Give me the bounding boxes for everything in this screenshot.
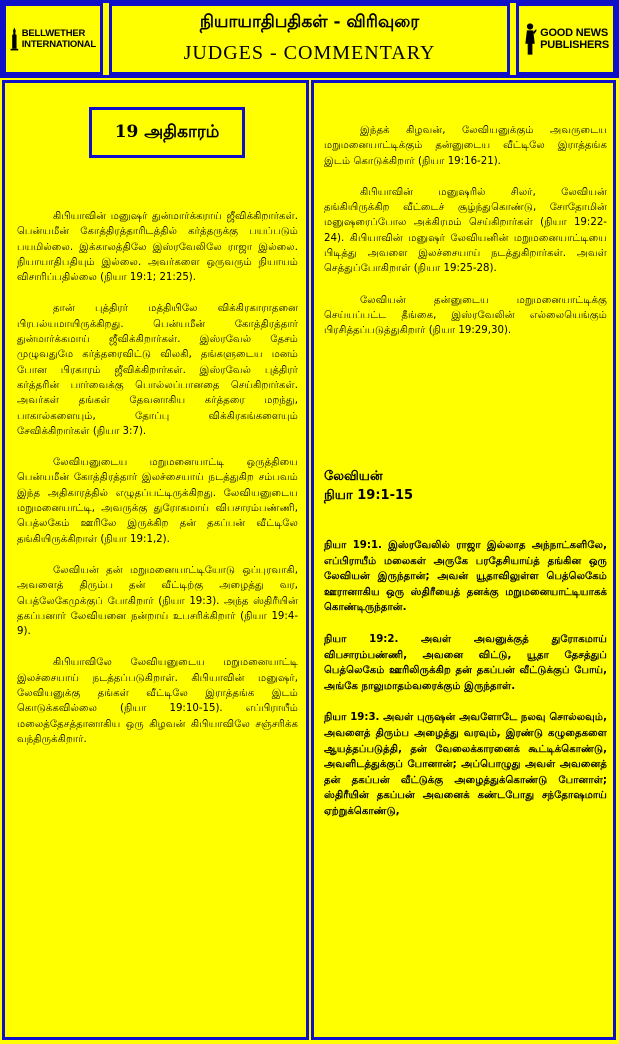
logo-right-line2: PUBLISHERS: [540, 39, 609, 51]
chapter-label: 19 அதிகாரம்: [89, 107, 245, 158]
title-box: [109, 3, 510, 75]
left-column-text: [17, 209, 298, 763]
paragraph: லேவியனுடைய மறுமனையாட்டி ஒருத்தியை பென்யமீன் கோத்திரத்தார் இலச்சையாய் நடத்துகிற சம்பவம் இந்த அதிகாரத்தில் எழுதப்பட்டிருக்கிறது. லேவியனுடைய மறுமனையாட்டி, அவருக்கு துரோகமாய் விபசாரம்பண்ணி, பெத்லகேம் ஊரிலே இருக்கிற தன் தகப்பன் வீட்டிலே தங்கியிருக்கிறாள் (நியா 19:1,2).: [17, 457, 298, 545]
title-english: JUDGES - COMMENTARY: [183, 42, 436, 64]
bellwether-logo: [3, 3, 103, 75]
paragraph: லேவியன் தன்னுடைய மறுமனையாட்டிக்கு செய்யப்பட்ட தீங்கை, இஸ்ரவேலின் எல்லையெங்கும் பிரசித்தப்படுத்துகிறார் (நியா 19:29,30).: [324, 294, 607, 337]
section-heading: [324, 467, 413, 505]
verse: நியா 19:1. இஸ்ரவேலில் ராஜா இல்லாத அந்நாட்களிலே, எப்பிராயீம் மலைகள் அருகே பரதேசியாய்த் தங்கின ஒரு லேவியன் இருந்தான்; அவன் யூதாவிலுள்ள பெத்லெகேம் ஊரானாகிய ஒரு ஸ்திரீயைத் தனக்கு மறுமனையாட்டியாகக் கொண்டிருந்தான்.: [324, 540, 607, 614]
left-column: [2, 80, 309, 1040]
section-reference: நியா 19:1-15: [324, 488, 414, 503]
section-title: லேவியன்: [324, 469, 383, 484]
verse: நியா 19:3. அவள் புருஷன் அவளோடே நலவு சொல்லவும், அவளைத் திரும்ப அழைத்து வரவும், இரண்டு கழுதைகளை ஆயத்தப்படுத்தி, தன் வேலைக்காரனைக் கூட்டிக்கொண்டு, அவளிடத்துக்குப் போனான்; அப்பொழுது அவள் அவனைத் தன் தகப்பன் வீட்டுக்கு அழைத்துக்கொண்டு போனாள்; ஸ்திரீயின் தகப்பன் அவனைக் கண்டபோது சந்தோஷமாய் ஏற்றுக்கொண்டு,: [324, 712, 607, 817]
title-tamil: நியாயாதிபதிகள் - விரிவுரை: [199, 12, 420, 32]
right-column: [311, 80, 616, 1040]
good-news-logo: [516, 3, 616, 75]
right-column-text: [324, 123, 607, 355]
herald-icon: [523, 17, 537, 61]
logo-right-line1: GOOD NEWS: [540, 27, 608, 39]
paragraph: கிபியாவிலே லேவியனுடைய மறுமனையாட்டி இலச்சையாய் நடத்தப்படுகிறாள். கிபியாவின் மனுஷர், லேவியனுக்கு தங்கள் வீட்டிலே இராத்தங்க இடம் கொடுக்கவில்லை (நியா 19:10-15). எப்பிராயீம் மலைத்தேசத்தானாகிய ஒரு கிழவன் கிபியாவிலே சஞ்சரிக்க வந்திருக்கிறார்.: [17, 657, 298, 745]
logo-left-line2: INTERNATIONAL: [21, 39, 96, 50]
paragraph: கிபியாவின் மனுஷரில் சிலர், லேவியன் தங்கியிருக்கிற வீட்டைச் சூழ்ந்துகொண்டு, சோதோமின் மனுஷரைப்போல அக்கிரமம் செய்கிறார்கள் (நியா 19:22-24). கிபியாவின் மனுஷர் லேவியனின் மறுமனையாட்டியை பிடித்து அவளை இலச்சையாய் நடத்துகிறார்கள். அவள் செத்துப்போகிறாள் (நியா 19:25-28).: [324, 186, 607, 275]
logo-left-line1: BELLWETHER: [21, 28, 86, 39]
paragraph: லேவியன் தன் மறுமனையாட்டியோடு ஒப்புரவாகி, அவளைத் திரும்ப தன் வீட்டிற்கு அழைத்து வர, பெத்லேகேமுக்குப் போகிறார் (நியா 19:3). அந்த ஸ்திரீயின் தகப்பனார் லேவியனை நன்றாய் உபசரிக்கிறார் (நியா 19:4-9).: [17, 564, 298, 638]
paragraph: கிபியாவின் மனுஷர் துன்மார்க்கராய் ஜீவிக்கிறார்கள். பென்யமீன் கோத்திரத்தாரிடத்தில் கர்த்தருக்கு பயப்படும் பயமில்லை. இக்காலத்திலே இஸ்ரவேலிலே ராஜா இல்லை. நியாயாதிபதியும் இல்லை. அவர்களை ஒருவரும் நியாயம் விசாரிப்பதில்லை (நியா 19:1; 21:25).: [17, 211, 298, 284]
bell-tower-icon: [10, 17, 19, 61]
verse-text: [324, 538, 607, 836]
verse: நியா 19:2. அவள் அவனுக்குத் துரோகமாய் விபசாரம்பண்ணி, அவனை விட்டு, யூதா தேசத்துப் பெத்லெகேம் ஊரிலிருக்கிற தன் தகப்பன் வீட்டுக்குப் போய், அங்கே நாலுமாதம்வரைக்கும் இருந்தாள்.: [324, 633, 607, 692]
paragraph: இந்தக் கிழவன், லேவியனுக்கும் அவருடைய மறுமனையாட்டிக்கும் தன்னுடைய வீட்டிலே இராத்தங்க இடம் கொடுக்கிறார் (நியா 19:16-21).: [324, 125, 607, 167]
paragraph: தான் புத்திரர் மத்தியிலே விக்கிரகாராதனை பிரபல்யமாயிருக்கிறது. பென்யமீன் கோத்திரத்தார் துன்மார்க்கமாய் ஜீவிக்கிறார்கள். இஸ்ரவேல் தேசம் முழுவதுமே கர்த்தரைவிட்டு விலகி, தங்களுடைய மனம் போன பிரகாரம் ஜீவிக்கிறார்கள். இஸ்ரவேல் புத்திரர் கர்த்தரின் பார்வைக்கு பொல்லப்பானதை செய்கிறார்கள். அவர்கள் தங்கள் தேவனாகிய கர்த்தரை மறந்து, பாகால்களையும், தோப்பு விக்கிரகங்களையும் சேவிக்கிறார்கள் (நியா 3:7).: [17, 303, 298, 437]
